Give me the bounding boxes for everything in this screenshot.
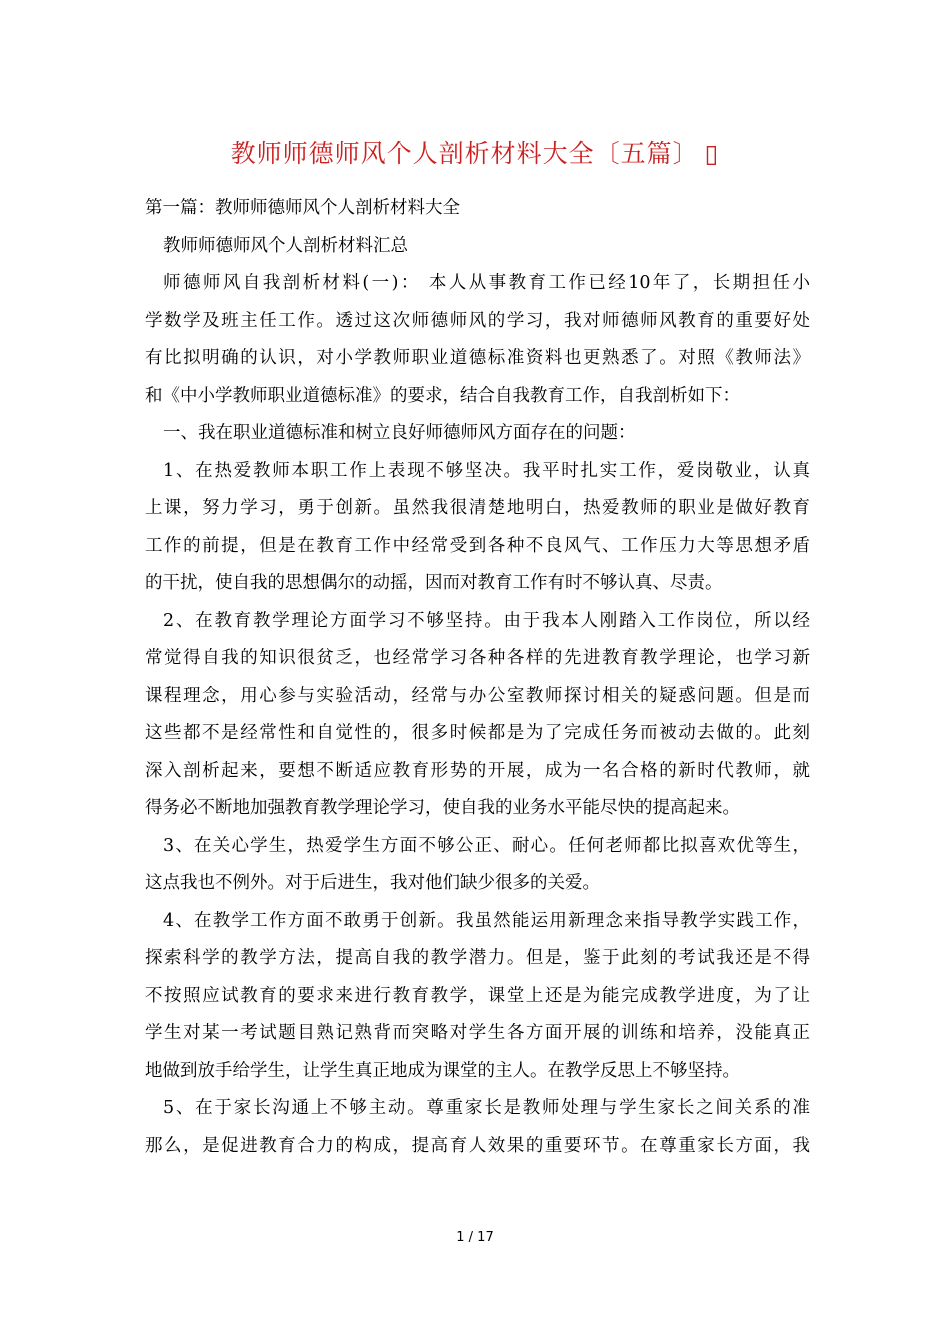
document-title bbox=[0, 137, 950, 171]
paragraph-line: 课程理念，用心参与实验活动，经常与办公室教师探讨相关的疑惑问题。但是而 bbox=[145, 685, 810, 706]
paragraph-line: 和《中小学教师职业道德标准》的要求，结合自我教育工作，自我剖析如下： bbox=[145, 385, 740, 406]
paragraph-line: 那么，是促进教育合力的构成，提高育人效果的重要环节。在尊重家长方面，我 bbox=[145, 1135, 810, 1156]
paragraph-line: 不按照应试教育的要求来进行教育教学，课堂上还是为能完成教学进度，为了让 bbox=[145, 985, 810, 1006]
missing-glyph-icon: ▯ bbox=[704, 139, 720, 168]
document-body bbox=[145, 190, 810, 1165]
paragraph-line: 学数学及班主任工作。透过这次师德师风的学习，我对师德师风教育的重要好处 bbox=[145, 310, 810, 331]
paragraph-line: 4、在教学工作方面不敢勇于创新。我虽然能运用新理念来指导教学实践工作， bbox=[163, 910, 810, 931]
paragraph-line: 探索科学的教学方法，提高自我的教学潜力。但是，鉴于此刻的考试我还是不得 bbox=[145, 948, 810, 968]
document-title-text: 教师师德师风个人剖析材料大全〔五篇〕 bbox=[230, 139, 699, 168]
paragraph-line: 工作的前提，但是在教育工作中经常受到各种不良风气、工作压力大等思想矛盾 bbox=[145, 535, 810, 556]
paragraph-line: 深入剖析起来，要想不断适应教育形势的开展，成为一名合格的新时代教师，就 bbox=[145, 760, 810, 781]
paragraph-line: 地做到放手给学生，让学生真正地成为课堂的主人。在教学反思上不够坚持。 bbox=[145, 1060, 740, 1081]
paragraph-line: 2、在教育教学理论方面学习不够坚持。由于我本人刚踏入工作岗位，所以经 bbox=[163, 610, 810, 631]
subheading: 教师师德师风个人剖析材料汇总 bbox=[163, 235, 408, 256]
paragraph-line: 常觉得自我的知识很贫乏，也经常学习各种各样的先进教育教学理论，也学习新 bbox=[145, 648, 810, 668]
paragraph-line: 这些都不是经常性和自觉性的，很多时候都是为了完成任务而被动去做的。此刻 bbox=[145, 723, 810, 743]
paragraph-line: 1、在热爱教师本职工作上表现不够坚决。我平时扎实工作，爱岗敬业，认真 bbox=[163, 460, 810, 481]
paragraph-line: 3、在关心学生，热爱学生方面不够公正、耐心。任何老师都比拟喜欢优等生， bbox=[163, 835, 810, 856]
paragraph-line: 5、在于家长沟通上不够主动。尊重家长是教师处理与学生家长之间关系的准 bbox=[163, 1098, 810, 1118]
paragraph-line: 得务必不断地加强教育教学理论学习，使自我的业务水平能尽快的提高起来。 bbox=[145, 798, 740, 818]
paragraph-line: 的干扰，使自我的思想偶尔的动摇，因而对教育工作有时不够认真、尽责。 bbox=[145, 573, 723, 593]
paragraph-line: 师德师风自我剖析材料(一)： 本人从事教育工作已经10年了，长期担任小 bbox=[163, 273, 810, 293]
page-indicator: 1 / 17 bbox=[456, 1230, 494, 1245]
paragraph-line: 上课，努力学习，勇于创新。虽然我很清楚地明白，热爱教师的职业是做好教育 bbox=[145, 498, 810, 518]
paragraph-line: 学生对某一考试题目熟记熟背而突略对学生各方面开展的训练和培养，没能真正 bbox=[145, 1023, 810, 1043]
paragraph-line: 一、我在职业道德标准和树立良好师德师风方面存在的问题： bbox=[163, 423, 636, 443]
paragraph-line: 这点我也不例外。对于后进生，我对他们缺少很多的关爱。 bbox=[145, 873, 600, 893]
section-heading: 第一篇：教师师德师风个人剖析材料大全 bbox=[145, 198, 460, 218]
paragraph-line: 有比拟明确的认识，对小学教师职业道德标准资料也更熟悉了。对照《教师法》 bbox=[145, 348, 810, 368]
